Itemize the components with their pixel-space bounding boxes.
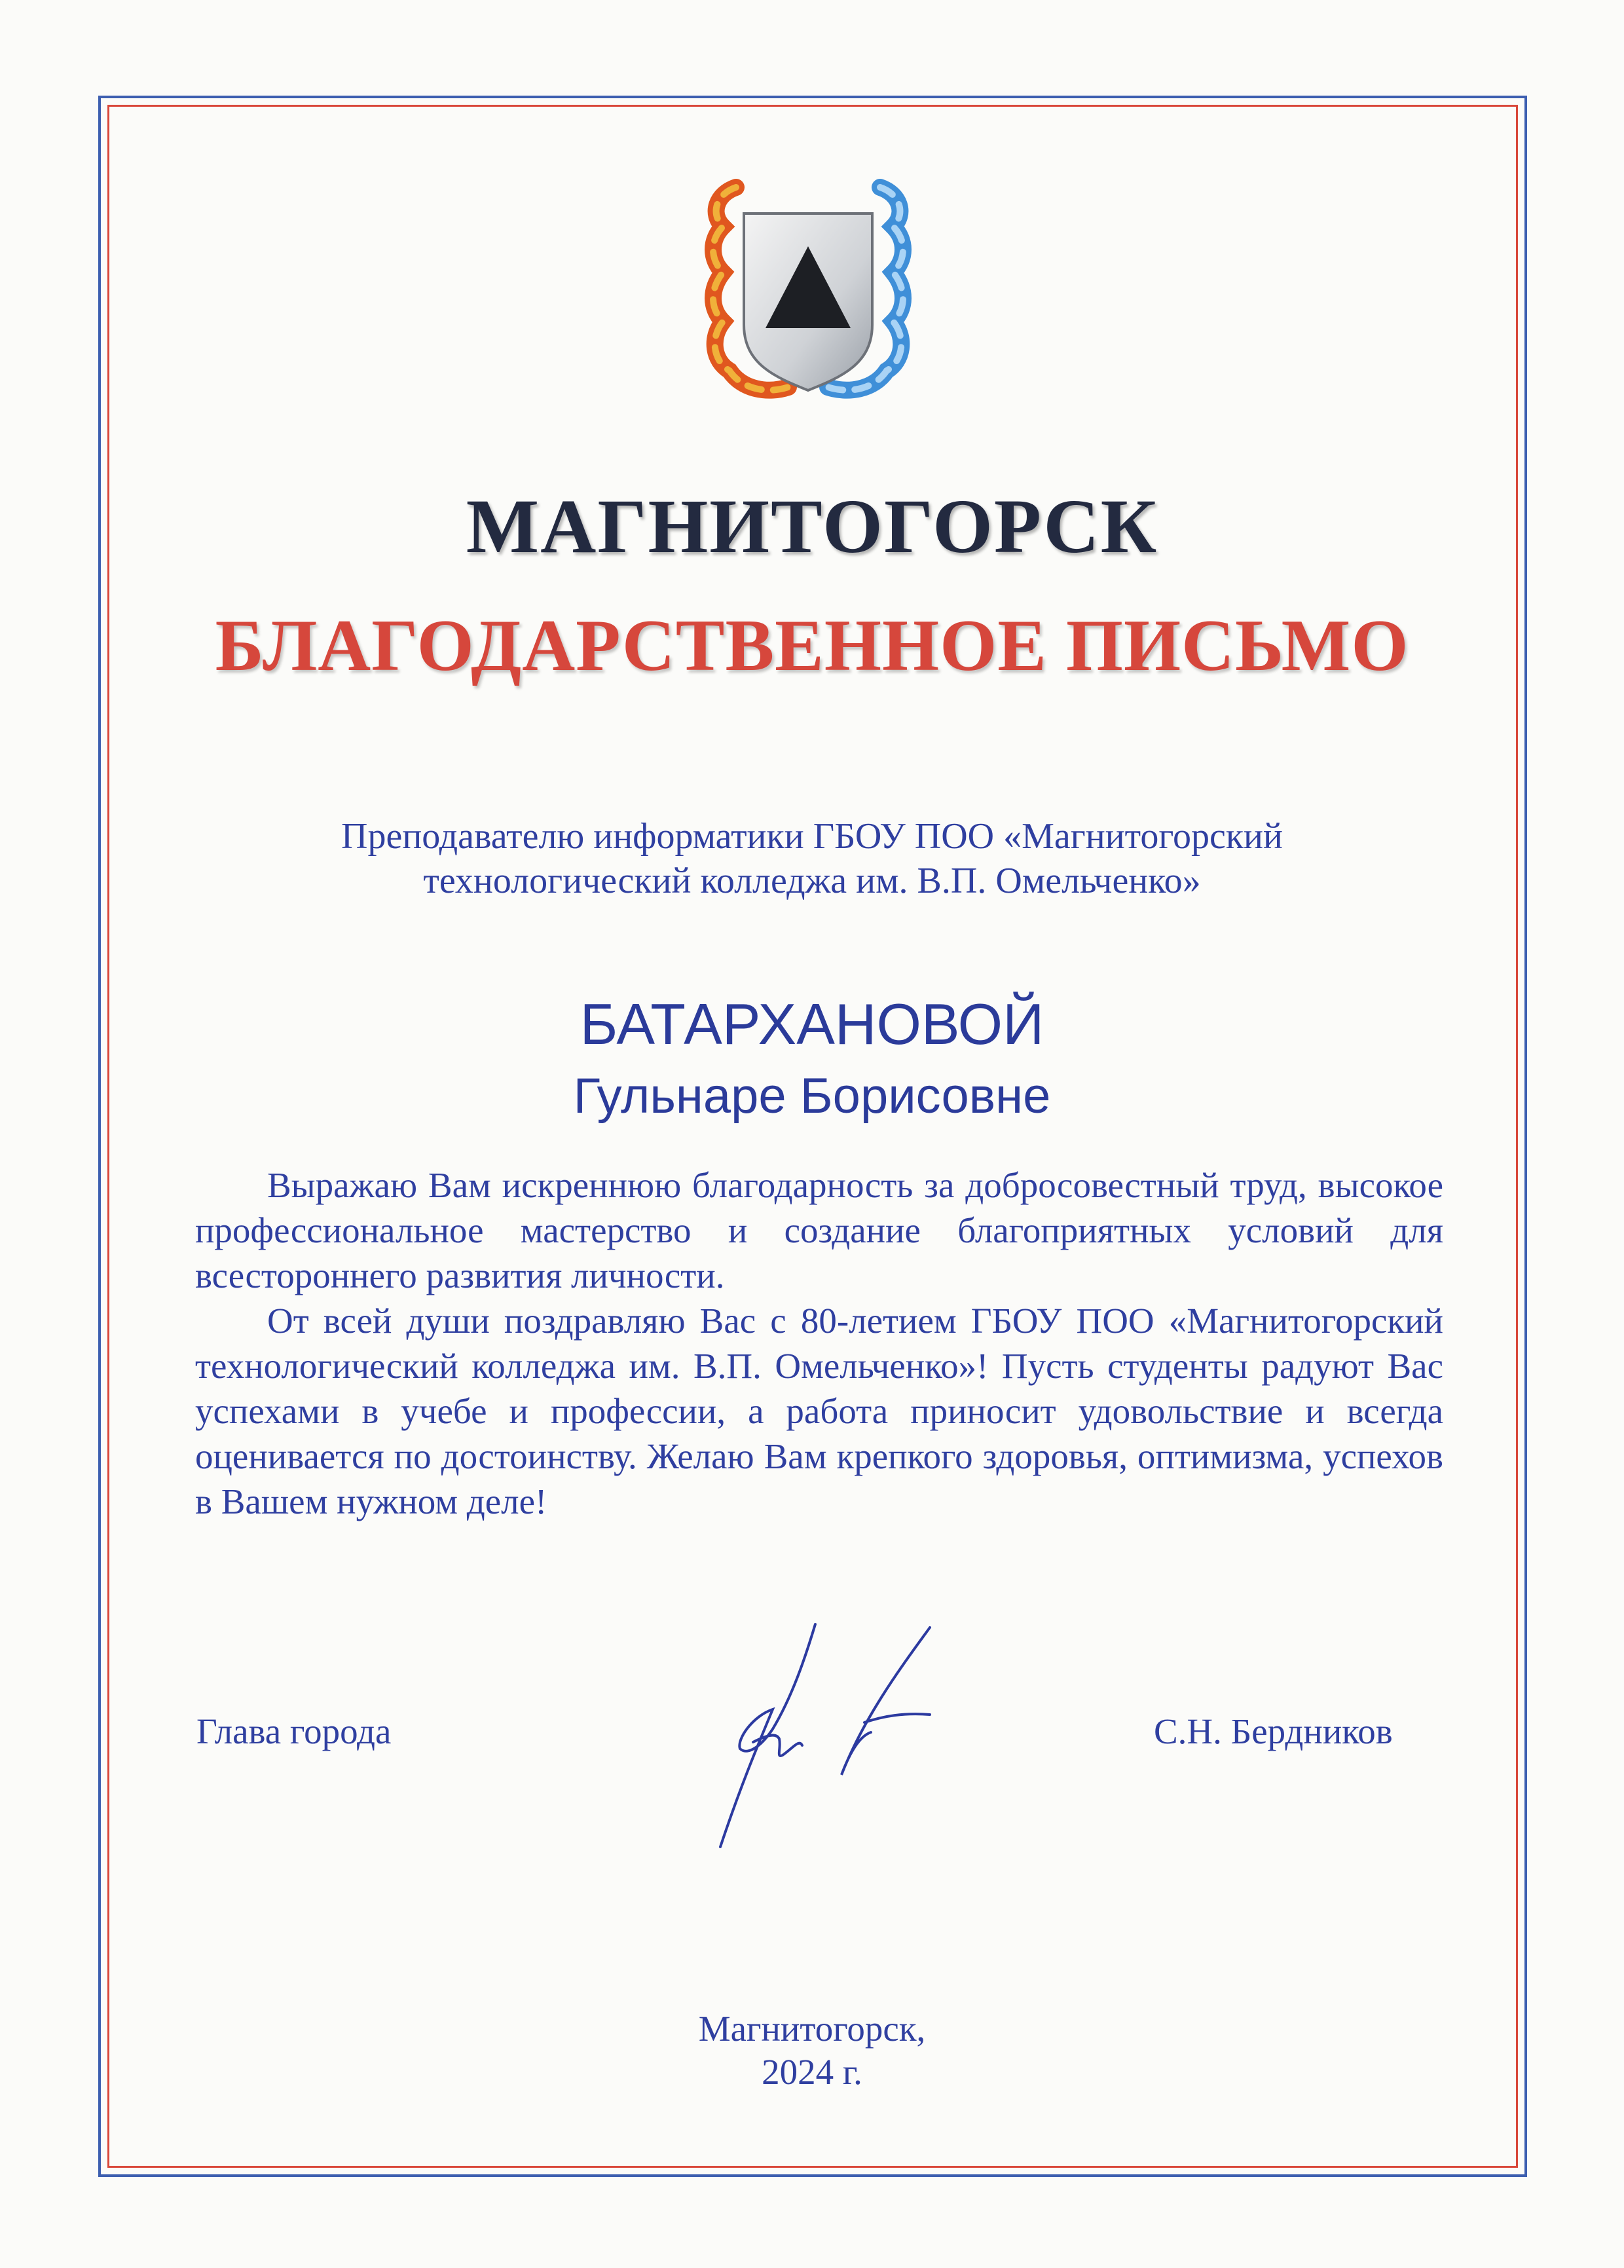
recipient-name: Гульнаре Борисовне	[573, 1068, 1051, 1124]
city-title: МАГНИТОГОРСК	[466, 483, 1158, 569]
addressee-line-2: технологический колледжа им. В.П. Омельченко»	[423, 861, 1201, 902]
magnitogorsk-coat-of-arms-icon	[697, 174, 919, 417]
footer-year: 2024 г.	[762, 2052, 862, 2092]
footer-city: Магнитогорск,	[698, 2009, 926, 2049]
document-title: БЛАГОДАРСТВЕННОЕ ПИСЬМО	[215, 605, 1409, 686]
recipient-surname: БАТАРХАНОВОЙ	[580, 992, 1044, 1056]
body-paragraph-1: Выражаю Вам искреннюю благодарность за добросовестный труд, высокое профессиональное мастерство и создание благоприятных условий для всестороннего развития личности.	[195, 1165, 1443, 1296]
footer-place-date	[0, 2007, 1624, 2094]
addressee-block	[0, 814, 1624, 904]
signatory-position: Глава города	[196, 1711, 392, 1751]
body-paragraph-2: От всей души поздравляю Вас с 80-летием ГБОУ ПОО «Магнитогорский технологический колледжа им. В.П. Омельченко»! Пусть студенты радуют Вас успехами в учебе и профессии, а работа приносит удовольствие и всегда оценивается по достоинству. Желаю Вам крепкого здоровья, оптимизма, успехов в Вашем нужном деле!	[195, 1301, 1443, 1522]
addressee-line-1: Преподавателю информатики ГБОУ ПОО «Магнитогорский	[341, 816, 1283, 857]
letter-body	[195, 1162, 1443, 1524]
handwritten-signature	[694, 1618, 943, 1867]
signatory-name: С.Н. Бердников	[1154, 1711, 1393, 1751]
